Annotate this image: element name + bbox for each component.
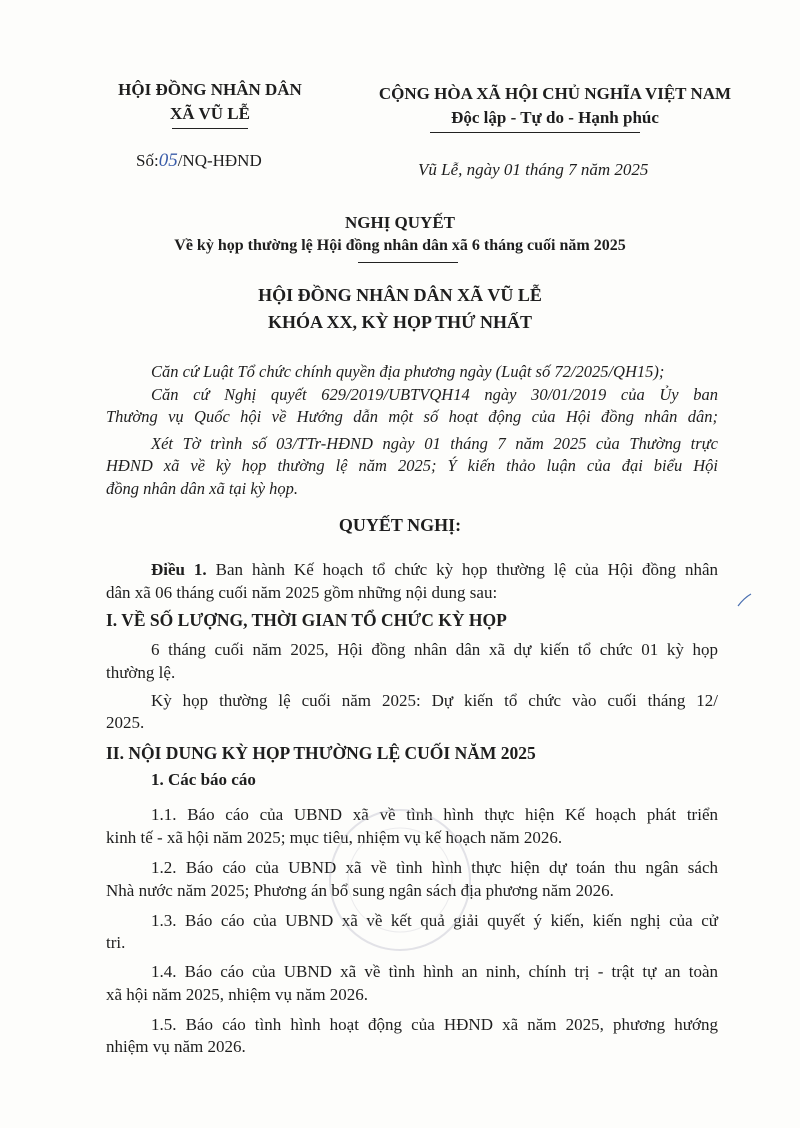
pen-mark-icon	[735, 590, 755, 610]
report-1-3-line1: 1.3. Báo cáo của UBND xã về kết quả giải quyết ý kiến, kiến nghị của cử	[151, 911, 718, 930]
section1-p1-line2: thường lệ.	[106, 663, 176, 682]
issuing-org-line2: XÃ VŨ LỄ	[170, 104, 250, 123]
article1-line1	[151, 560, 718, 580]
document-number	[136, 150, 262, 172]
report-1-1-line1: 1.1. Báo cáo của UBND xã về tình hình thực hiện Kế hoạch phát triển	[151, 805, 718, 824]
subject-underline	[358, 262, 458, 263]
section2-sub1: 1. Các báo cáo	[151, 770, 256, 789]
report-1-5-line1: 1.5. Báo cáo tình hình hoạt động của HĐND xã năm 2025, phương hướng	[151, 1015, 718, 1034]
org-underline	[172, 128, 248, 129]
country-name: CỘNG HÒA XÃ HỘI CHỦ NGHĨA VIỆT NAM	[378, 84, 732, 103]
report-1-4-line2: xã hội năm 2025, nhiệm vụ năm 2026.	[106, 985, 369, 1004]
report-1-3-line2: tri.	[106, 933, 126, 952]
national-motto: Độc lập - Tự do - Hạnh phúc	[451, 108, 659, 127]
preamble-proposal-line2: HĐND xã về kỳ họp thường lệ năm 2025; Ý kiến thảo luận của đại biểu Hội	[106, 456, 718, 475]
article1-text: Ban hành Kế hoạch tổ chức kỳ họp thường lệ của Hội đồng nhân	[215, 560, 719, 579]
resolve-heading: QUYẾT NGHỊ:	[338, 515, 462, 535]
issuing-org-line1: HỘI ĐỒNG NHÂN DÂN	[118, 80, 302, 99]
document-type: NGHỊ QUYẾT	[344, 213, 456, 232]
faint-stamp-icon	[250, 800, 550, 960]
document-number-prefix: Số:	[136, 151, 159, 170]
report-1-2-line2: Nhà nước năm 2025; Phương án bổ sung ngân sách địa phương năm 2026.	[106, 881, 614, 900]
council-name: HỘI ĐỒNG NHÂN DÂN XÃ VŨ LỄ	[258, 285, 542, 305]
article1-line2: dân xã 06 tháng cuối năm 2025 gồm những nội dung sau:	[106, 583, 498, 602]
report-1-4-line1: 1.4. Báo cáo của UBND xã về tình hình an ninh, chính trị - trật tự an toàn	[151, 962, 718, 981]
preamble-law: Căn cứ Luật Tổ chức chính quyền địa phương ngày (Luật số 72/2025/QH15);	[151, 362, 665, 381]
motto-underline	[430, 132, 640, 133]
section1-p1-line1: 6 tháng cuối năm 2025, Hội đồng nhân dân xã dự kiến tổ chức 01 kỳ họp	[151, 640, 718, 659]
issue-date: Vũ Lễ, ngày 01 tháng 7 năm 2025	[418, 160, 649, 179]
preamble-proposal-line3: đồng nhân dân xã tại kỳ họp.	[106, 479, 299, 498]
section1-heading: I. VỀ SỐ LƯỢNG, THỜI GIAN TỔ CHỨC KỲ HỌP	[106, 610, 507, 630]
report-1-5-line2: nhiệm vụ năm 2026.	[106, 1037, 246, 1056]
section1-p2-line2: 2025.	[106, 713, 145, 732]
handwritten-number: 05	[158, 150, 178, 171]
report-1-2-line1: 1.2. Báo cáo của UBND xã về tình hình thực hiện dự toán thu ngân sách	[151, 858, 718, 877]
report-1-1-line2: kinh tế - xã hội năm 2025; mục tiêu, nhiệm vụ kế hoạch năm 2026.	[106, 828, 563, 847]
council-session: KHÓA XX, KỲ HỌP THỨ NHẤT	[267, 312, 533, 332]
preamble-resolution-line1: Căn cứ Nghị quyết 629/2019/UBTVQH14 ngày 30/01/2019 của Ủy ban	[151, 385, 718, 404]
section2-heading: II. NỘI DUNG KỲ HỌP THƯỜNG LỆ CUỐI NĂM 2025	[106, 743, 536, 763]
article1-label: Điều 1.	[151, 560, 207, 579]
preamble-resolution-line2: Thường vụ Quốc hội về Hướng dẫn một số hoạt động của Hội đồng nhân dân;	[106, 407, 718, 426]
section1-p2-line1: Kỳ họp thường lệ cuối năm 2025: Dự kiến tổ chức vào cuối tháng 12/	[151, 691, 718, 710]
preamble-proposal-line1: Xét Tờ trình số 03/TTr-HĐND ngày 01 tháng 7 năm 2025 của Thường trực	[151, 434, 718, 453]
document-number-suffix: /NQ-HĐND	[177, 151, 262, 170]
document-subject: Về kỳ họp thường lệ Hội đồng nhân dân xã 6 tháng cuối năm 2025	[174, 237, 626, 254]
